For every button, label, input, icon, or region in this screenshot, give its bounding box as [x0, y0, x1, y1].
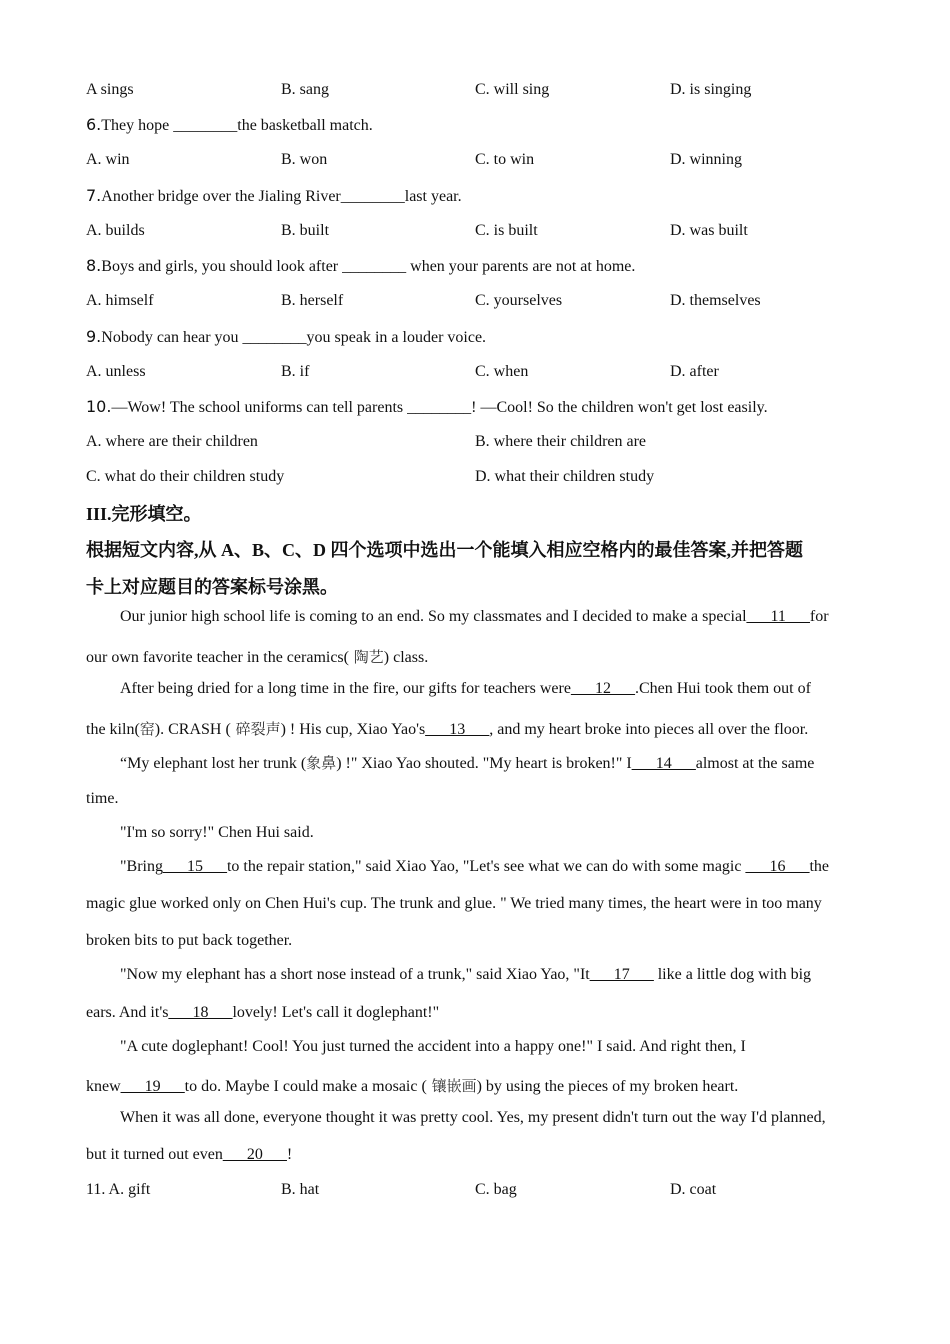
question-6 — [86, 115, 373, 135]
q6-option-b: B. won — [281, 151, 328, 168]
blank-16: ___16___ — [745, 858, 810, 875]
passage-line: time. — [86, 790, 119, 807]
question-number: 9. — [86, 327, 102, 346]
passage-line: When it was all done, everyone thought it was pretty cool. Yes, my present didn't turn out the way I'd planned, — [120, 1109, 826, 1126]
q5-option-b: B. sang — [281, 81, 329, 98]
question-9 — [86, 327, 486, 347]
passage-line: "A cute doglephant! Cool! You just turned the accident into a happy one!" I said. And right then, I — [120, 1038, 746, 1055]
section-heading: III.完形填空。 — [86, 504, 202, 524]
q9-option-d: D. after — [670, 363, 719, 380]
q11-option-d: D. coat — [670, 1181, 717, 1198]
q11-option-a: 11. A. gift — [86, 1181, 151, 1198]
blank-13: ___13___ — [425, 721, 490, 738]
q6-option-a: A. win — [86, 151, 130, 168]
q10-option-d: D. what their children study — [475, 468, 655, 485]
question-number: 7. — [86, 186, 102, 205]
passage-text: "Bring — [120, 858, 163, 875]
blank-12: ___12___ — [570, 680, 635, 697]
passage-line: magic glue worked only on Chen Hui's cup. The trunk and glue. " We tried many times, the heart were in too many — [86, 895, 822, 912]
passage-line — [86, 858, 900, 876]
q5-option-a: A sings — [86, 81, 134, 98]
passage-line — [86, 680, 900, 698]
q9-option-a: A. unless — [86, 363, 146, 380]
q5-option-c: C. will sing — [475, 81, 550, 98]
passage-line — [86, 646, 866, 667]
blank-11: ___11___ — [746, 608, 810, 625]
passage-line: broken bits to put back together. — [86, 932, 293, 949]
question-8 — [86, 256, 635, 276]
passage-text: ! — [286, 1146, 293, 1163]
q8-option-a: A. himself — [86, 292, 154, 309]
question-text: Another bridge over the Jialing River________last year. — [101, 188, 462, 205]
question-text: Boys and girls, you should look after ________ when your parents are not at home. — [101, 258, 636, 275]
passage-line — [86, 1004, 866, 1022]
question-10 — [86, 397, 768, 417]
q10-option-a: A. where are their children — [86, 433, 258, 450]
passage-text: ears. And it's — [86, 1004, 169, 1021]
chinese-gloss: 碎裂声 — [230, 720, 281, 738]
passage-line — [86, 718, 866, 739]
passage-text: knew — [86, 1078, 121, 1095]
q8-option-b: B. herself — [281, 292, 344, 309]
passage-text: Our junior high school life is coming to an end. So my classmates and I decided to make a special — [120, 608, 747, 625]
chinese-gloss: 窑 — [139, 720, 155, 738]
chinese-gloss: 陶艺 — [348, 648, 384, 666]
q9-option-c: C. when — [475, 363, 529, 380]
section-instruction: 根据短文内容,从 A、B、C、D 四个选项中选出一个能填入相应空格内的最佳答案,并把答题 — [86, 540, 803, 560]
passage-text: lovely! Let's call it doglephant!" — [232, 1004, 440, 1021]
passage-text: ) !" Xiao Yao shouted. "My heart is broken!" I — [336, 755, 632, 772]
passage-text: almost at the same — [695, 755, 815, 772]
q8-option-d: D. themselves — [670, 292, 761, 309]
passage-line — [86, 1146, 866, 1164]
passage-text: ) by using the pieces of my broken heart. — [476, 1078, 739, 1095]
chinese-gloss: 镶嵌画 — [426, 1077, 477, 1095]
passage-line — [86, 752, 900, 773]
q11-option-b: B. hat — [281, 1181, 320, 1198]
passage-text: for — [809, 608, 829, 625]
blank-15: ___15___ — [162, 858, 227, 875]
passage-line — [86, 966, 900, 984]
q6-option-c: C. to win — [475, 151, 535, 168]
q10-option-b: B. where their children are — [475, 433, 647, 450]
q9-option-b: B. if — [281, 363, 310, 380]
passage-text: “My elephant lost her trunk ( — [120, 755, 307, 772]
q6-option-d: D. winning — [670, 151, 742, 168]
q8-option-c: C. yourselves — [475, 292, 563, 309]
passage-text: .Chen Hui took them out of — [634, 680, 811, 697]
question-text: Nobody can hear you ________you speak in a louder voice. — [101, 329, 487, 346]
passage-text: ) ! His cup, Xiao Yao's — [280, 721, 426, 738]
passage-text: to do. Maybe I could make a mosaic ( — [184, 1078, 427, 1095]
question-text: They hope ________the basketball match. — [101, 117, 373, 134]
passage-text: our own favorite teacher in the ceramics( — [86, 649, 349, 666]
q7-option-a: A. builds — [86, 222, 145, 239]
passage-text: , and my heart broke into pieces all over the floor. — [489, 721, 809, 738]
passage-text: to the repair station," said Xiao Yao, "Let's see what we can do with some magic — [226, 858, 746, 875]
passage-line: "I'm so sorry!" Chen Hui said. — [120, 824, 314, 841]
q7-option-c: C. is built — [475, 222, 538, 239]
passage-text: ). CRASH ( — [154, 721, 231, 738]
passage-line — [86, 608, 900, 626]
chinese-gloss: 象鼻 — [306, 754, 337, 772]
passage-text: ) class. — [383, 649, 429, 666]
q7-option-b: B. built — [281, 222, 330, 239]
passage-text: like a little dog with big — [653, 966, 812, 983]
question-7 — [86, 186, 462, 206]
q7-option-d: D. was built — [670, 222, 748, 239]
question-text: —Wow! The school uniforms can tell parents ________! —Cool! So the children won't get lost easily. — [111, 399, 768, 416]
blank-18: ___18___ — [168, 1004, 233, 1021]
question-number: 10. — [86, 397, 112, 416]
passage-text: but it turned out even — [86, 1146, 223, 1163]
q10-option-c: C. what do their children study — [86, 468, 285, 485]
blank-14: ___14___ — [631, 755, 696, 772]
question-number: 6. — [86, 115, 102, 134]
q5-option-d: D. is singing — [670, 81, 752, 98]
passage-text: After being dried for a long time in the fire, our gifts for teachers were — [120, 680, 571, 697]
q11-option-c: C. bag — [475, 1181, 517, 1198]
passage-line — [86, 1075, 866, 1096]
blank-19: ___19___ — [120, 1078, 185, 1095]
section-instruction-cont: 卡上对应题目的答案标号涂黑。 — [86, 577, 338, 597]
blank-20: ___20___ — [222, 1146, 287, 1163]
passage-text: "Now my elephant has a short nose instead of a trunk," said Xiao Yao, "It — [120, 966, 590, 983]
passage-text: the — [809, 858, 830, 875]
question-number: 8. — [86, 256, 102, 275]
blank-17: ___17___ — [589, 966, 654, 983]
passage-text: the kiln( — [86, 721, 140, 738]
